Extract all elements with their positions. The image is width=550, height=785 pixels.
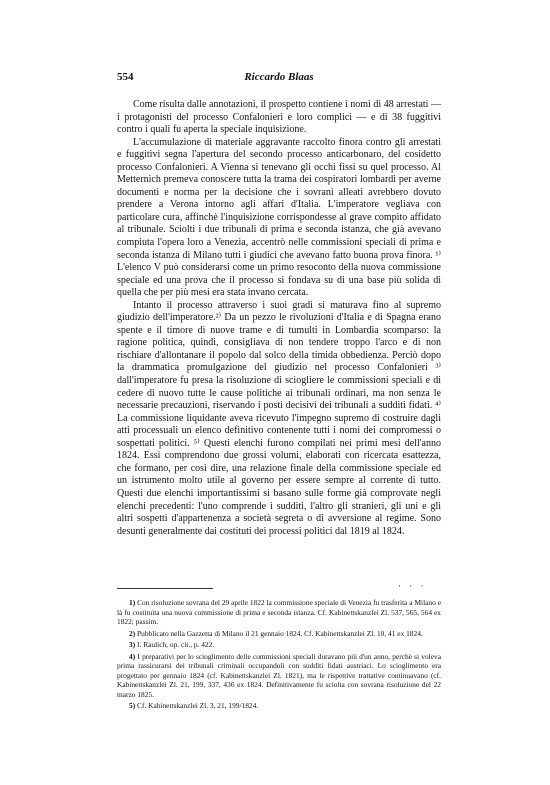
paragraph: Intanto il processo attraverso i suoi gradi si maturava fino al supremo giudizio dell'imperatore.²⁾ Da un pezzo le rivoluzioni d'Italia e di Spagna erano spente e il timore di nuove trame e di tumulti in Lombardia scomparso: la ragione politica, quindi, consigliava di non tendere troppo l'arco e di non rischiare d'allontanare il popolo dal solco della timida obbedienza. Perciò dopo la drammatica promulgazione del giudizio nel processo Confalonieri ³⁾ dall'imperatore fu presa la risoluzione di sciogliere le commissioni speciali e di cedere di nuovo tutte le cause politiche ai tribunali ordinari, ma non senza le necessarie precauzioni, riservando i posti decisivi dei tribunali a sudditi fidati. ⁴⁾ La commissione liquidante aveva ricevuto l'impegno supremo di costruire dagli atti processuali un elenco definitivo contenente tutti i nomi dei compromessi o sospettati politici. ⁵⁾ Questi elenchi furono compilati nei primi mesi dell'anno 1824. Essi comprendono due grossi volumi, elaborati con ricercata esattezza, che formano, per così dire, una relazione finale della commissione speciale ed un istrumento molto utile al governo per essere sempre al corrente di tutto. Questi due elenchi importantissimi si basano sulle forme già comprovate negli elenchi precedenti: l'uno comprende i sudditi, l'altro gli stranieri, gli uni e gli altri sospetti d'appartenenza a società segreta o di avversione al regime. Sono desunti generalmente dai costituti dei processi politici dal 1819 al 1824. xyxy=(117,299,441,537)
footnote xyxy=(117,701,441,711)
footnote-number: 5) xyxy=(129,701,136,710)
footnote-text: Pubblicato nella Gazzetta di Milano il 21 gennaio 1824. Cf. Kabinettskanzlei Zl. 10, 41 ex 1824. xyxy=(137,628,423,638)
footnotes xyxy=(117,598,441,713)
page-header xyxy=(117,71,441,85)
paragraph: L'accumulazione di materiale aggravante raccolto finora contro gli arrestati e fuggitivi segna l'apertura del secondo processo anticarbonaro, del cosidetto processo Confalonieri. A Vienna si tenevano gli occhi fissi su quel processo. Al Metternich premeva conoscere tutta la trama dei cospiratori lombardi per averne documenti e norma per la decisione che i sovrani alleati avrebbero dovuto prendere a Verona intorno agli affari d'Italia. L'imperatore vegliava con particolare cura, affinchè l'inquisizione corrispondesse al grave compito affidato al tribunale. Sciolti i due tribunali di prima e seconda istanza, che già avevano compiuta l'opera loro a Venezia, accentrò nelle commissioni speciali di prima e seconda istanza di Milano tutti i giudici che avevano fatto buona prova finora. ¹⁾ L'elenco V può considerarsi come un primo resoconto della nuova commissione speciale ed una prova che il processo si fondava su di una base più solida di quella che per più mesi era stata invano cercata. xyxy=(117,136,441,299)
footnote xyxy=(117,598,441,627)
margin-marks: · · · xyxy=(398,581,427,591)
running-title: Riccardo Blaas xyxy=(244,71,314,83)
footnote xyxy=(117,652,441,700)
footnote xyxy=(117,640,441,650)
paragraph: Come risulta dalle annotazioni, il prospetto contiene i nomi di 48 arrestati — i protagonisti del processo Confalonieri e loro complici — e di 38 fuggitivi contro i quali fu aperta la speciale inquisizione. xyxy=(117,99,441,136)
footnote xyxy=(117,629,441,639)
footnote-number: 3) xyxy=(129,640,136,649)
footnote-text: Cf. Kabinettskanzlei Zl. 3, 21, 199/1824. xyxy=(137,701,259,710)
footnote-text: I preparativi per lo scioglimento delle commissioni speciali duravano più d'un anno, perchè si voleva prima rassicurarsi dei tribunali criminali occupandoli con sudditi fidati austriaci. Lo scioglimento era progettato per gennaio 1824 (cf. Kabinettskanzlei Zl. 1821), ma le rispettive trattative continuavano (cf. Kabinettskanzlei Zl. 21, 199, 337, 436 ex 1824. Definitivamente fu sciolta con sovrana risoluzione del 22 marzo 1825. xyxy=(117,651,441,699)
body-text xyxy=(117,99,441,538)
footnote-divider xyxy=(117,588,213,589)
footnote-number: 4) xyxy=(129,651,136,661)
footnote-number: 2) xyxy=(129,628,136,638)
footnote-text: I. Raulich, op. cit., p. 422. xyxy=(137,640,215,649)
footnote-number: 1) xyxy=(129,598,136,607)
footnote-text: Con risoluzione sovrana del 29 aprile 1822 la commissione speciale di Venezia fu trasferita a Milano e là fu costituita una nuova commissione di prima e seconda istanza. Cf. Kabinettskanzlei Zl. 537, 565, 564 ex 1822; passim. xyxy=(117,598,441,626)
page-number: 554 xyxy=(117,71,134,83)
